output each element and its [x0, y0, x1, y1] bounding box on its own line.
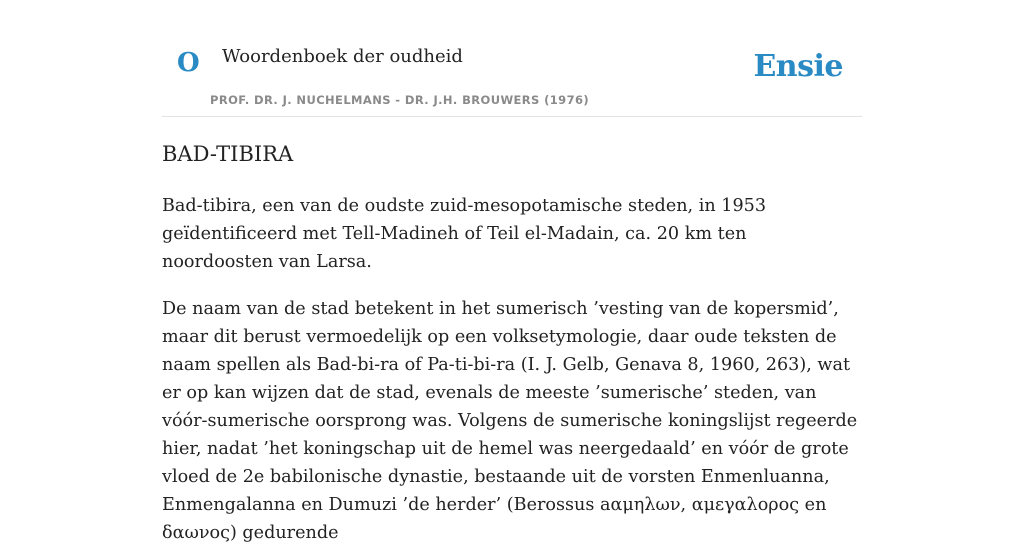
book-title-link[interactable]: Woordenboek der oudheid: [222, 46, 463, 67]
letter-badge[interactable]: O: [177, 48, 200, 78]
entry-paragraph-1: Bad-tibira, een van de oudste zuid-mesopotamische steden, in 1953 geïdentificeerd met Tell-Madineh of Teil el-Madain, ca. 20 km ten noordoosten van Larsa.: [162, 196, 767, 272]
site-logo[interactable]: Ensie: [753, 49, 843, 84]
header: [162, 0, 862, 117]
entry-title: BAD-TIBIRA: [162, 142, 294, 166]
authors-line: PROF. DR. J. NUCHELMANS - DR. J.H. BROUWERS (1976): [210, 93, 590, 107]
entry-paragraph-2: De naam van de stad betekent in het sumerisch ’vesting van de kopersmid’, maar dit berust vermoedelijk op een volksetymologie, daar oude teksten de naam spellen als Bad-bi-ra of Pa-ti-bi-ra (I. J. Gelb, Genava 8, 1960, 263), wat er op kan wijzen dat de stad, evenals de meeste ’sumerische’ steden, van vóór-sumerische oorsprong was. Volgens de sumerische koningslijst regeerde hier, nadat ’het koningschap uit de hemel was neergedaald’ en vóór de grote vloed de 2e babilonische dynastie, bestaande uit de vorsten Enmenluanna, Enmengalanna en Dumuzi ’de herder’ (Berossus aαμηλων, αμεγαλορος en δαωνος) gedurende: [162, 299, 858, 543]
article-page: [162, 0, 862, 543]
